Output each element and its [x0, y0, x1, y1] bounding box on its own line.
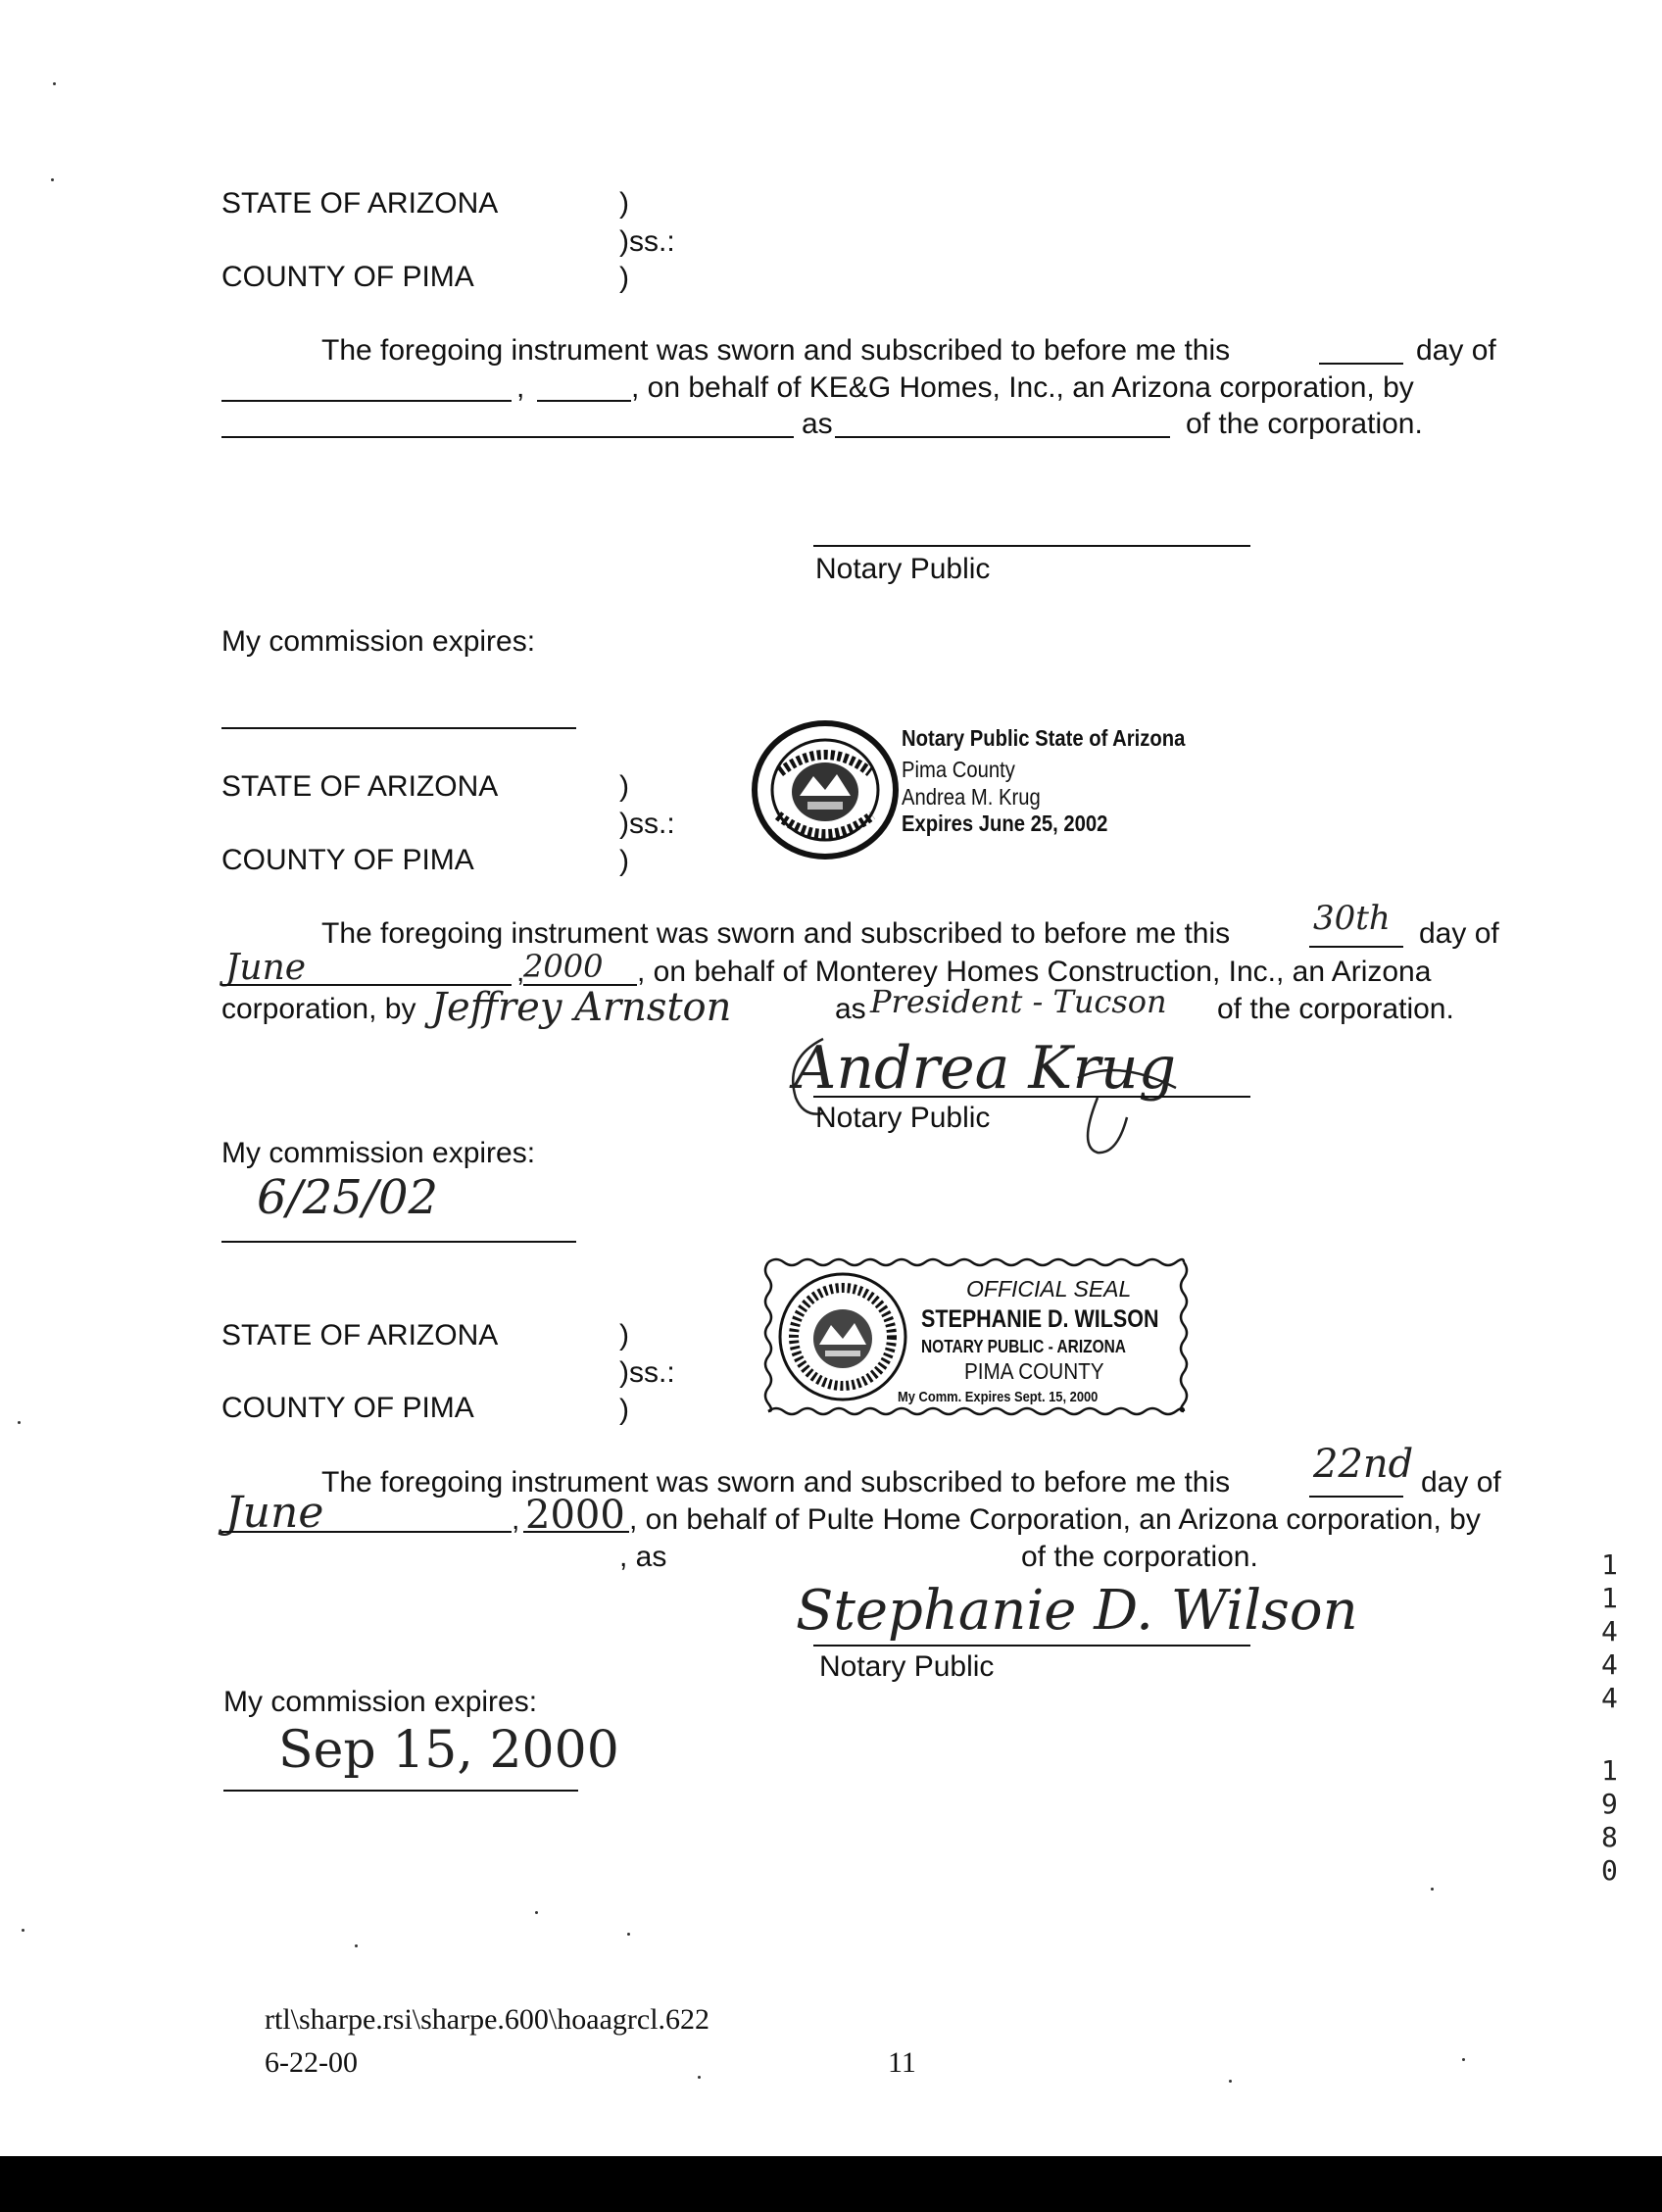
oath-line-1b: , on behalf of KE&G Homes, Inc., an Arizona corporation, by [631, 371, 1414, 404]
scan-speck [22, 1929, 24, 1932]
expires-handwritten-3: Sep 15, 2000 [278, 1721, 619, 1780]
month-handwritten-2: June [225, 948, 307, 988]
notary-line-3 [813, 1645, 1250, 1647]
footer-date: 6-22-00 [265, 2046, 358, 2079]
ss-label-2: )ss.: [619, 808, 675, 840]
side-number-7: 9 [1601, 1788, 1618, 1820]
month-blank-3 [221, 1531, 512, 1533]
notary-public-3: Notary Public [819, 1650, 995, 1683]
seal2-line3: NOTARY PUBLIC - ARIZONA [921, 1337, 1126, 1356]
file-path: rtl\sharpe.rsi\sharpe.600\hoaagrcl.622 [265, 2003, 710, 2036]
year-handwritten-2: 2000 [523, 948, 604, 985]
paren-1b: ) [619, 262, 629, 294]
side-number-4: 4 [1601, 1648, 1618, 1681]
expires-handwritten-2: 6/25/02 [257, 1170, 439, 1225]
commission-blank-1 [221, 727, 576, 729]
year-blank-3 [523, 1531, 629, 1533]
signature-andrea-krug: Andrea Krug [794, 1034, 1176, 1103]
scan-speck [18, 1421, 21, 1424]
oath-line-3a: The foregoing instrument was sworn and subscribed to before me this [321, 1466, 1231, 1499]
name-handwritten-2: Jeffrey Arnston [431, 985, 732, 1030]
title-blank-1 [835, 436, 1170, 438]
oath-line-2a: The foregoing instrument was sworn and subscribed to before me this [321, 917, 1231, 950]
ss-label-3: )ss.: [619, 1356, 675, 1389]
state-label-1: STATE OF ARIZONA [221, 187, 499, 220]
scan-speck [698, 2076, 701, 2079]
notary-public-2: Notary Public [815, 1102, 991, 1134]
scan-speck [1431, 1888, 1434, 1891]
side-number-3: 4 [1601, 1615, 1618, 1647]
signature-stephanie-wilson: Stephanie D. Wilson [796, 1579, 1358, 1643]
side-number-8: 8 [1601, 1821, 1618, 1853]
paren-1a: ) [619, 187, 629, 220]
state-label-3: STATE OF ARIZONA [221, 1319, 499, 1352]
scan-speck [355, 1944, 358, 1947]
day-of-2: day of [1419, 917, 1499, 950]
commission-blank-3 [223, 1790, 578, 1792]
ss-label-1: )ss.: [619, 225, 675, 258]
county-label-2: COUNTY OF PIMA [221, 844, 474, 876]
as-label-3: , as [619, 1541, 667, 1573]
side-number-9: 0 [1601, 1854, 1618, 1887]
seal2-line4: PIMA COUNTY [964, 1358, 1104, 1384]
year-blank-1 [537, 400, 631, 402]
notary-public-1: Notary Public [815, 553, 991, 585]
state-label-2: STATE OF ARIZONA [221, 770, 499, 803]
notary-line-2 [813, 1096, 1250, 1098]
oath-line-3b: , on behalf of Pulte Home Corporation, an Arizona corporation, by [629, 1503, 1481, 1536]
side-number-6: 1 [1601, 1754, 1618, 1787]
commission-label-3: My commission expires: [223, 1686, 538, 1718]
comma-1: , [516, 371, 525, 404]
scan-speck [1462, 2058, 1465, 2061]
month-handwritten-3: June [225, 1488, 324, 1538]
title-handwritten-2: President - Tucson [870, 983, 1167, 1020]
commission-label-1: My commission expires: [221, 625, 536, 658]
scan-speck [51, 178, 54, 181]
scan-speck [627, 1933, 630, 1936]
side-number-2: 1 [1601, 1582, 1618, 1614]
day-blank-3 [1309, 1496, 1403, 1498]
commission-blank-2 [221, 1241, 576, 1243]
day-blank-1 [1319, 363, 1403, 365]
seal1-line1: Notary Public State of Arizona [902, 725, 1186, 751]
scan-speck [1229, 2080, 1232, 2083]
paren-2b: ) [619, 845, 629, 877]
paren-3a: ) [619, 1319, 629, 1352]
seal2-line2: STEPHANIE D. WILSON [921, 1305, 1159, 1333]
side-number-5: 4 [1601, 1682, 1618, 1714]
of-corp-2: of the corporation. [1217, 993, 1454, 1025]
county-label-1: COUNTY OF PIMA [221, 261, 474, 293]
year-handwritten-3: 2000 [525, 1493, 625, 1538]
side-number-1: 1 [1601, 1548, 1618, 1581]
seal2-line1: OFFICIAL SEAL [966, 1276, 1132, 1302]
comma-2: , [516, 956, 525, 988]
by-label-2: corporation, by [221, 993, 416, 1025]
as-label-1: as [802, 408, 833, 440]
notary-line-1 [813, 545, 1250, 547]
scan-speck [535, 1911, 538, 1914]
page-number: 11 [888, 2046, 916, 2079]
oath-line-1a: The foregoing instrument was sworn and subscribed to before me this [321, 334, 1231, 367]
day-handwritten-3: 22nd [1313, 1442, 1414, 1487]
of-corp-3: of the corporation. [1021, 1541, 1258, 1573]
county-label-3: COUNTY OF PIMA [221, 1392, 474, 1424]
of-corp-1: of the corporation. [1186, 408, 1423, 440]
name-blank-1 [221, 436, 794, 438]
commission-label-2: My commission expires: [221, 1137, 536, 1169]
paren-3b: ) [619, 1394, 629, 1426]
seal1-line4: Expires June 25, 2002 [902, 811, 1108, 836]
arizona-seal-icon [749, 717, 905, 862]
day-of-1: day of [1416, 334, 1496, 367]
paren-2a: ) [619, 770, 629, 803]
signature-flourish-icon [784, 1019, 1196, 1156]
as-label-2: as [835, 993, 866, 1025]
day-blank-2 [1309, 946, 1403, 948]
day-handwritten-2: 30th [1313, 899, 1391, 938]
seal1-line3: Andrea M. Krug [902, 784, 1041, 810]
scan-speck [53, 82, 56, 85]
seal2-line5: My Comm. Expires Sept. 15, 2000 [898, 1389, 1099, 1405]
seal1-line2: Pima County [902, 757, 1015, 782]
comma-3: , [512, 1503, 520, 1536]
oath-line-2b: , on behalf of Monterey Homes Construction, Inc., an Arizona [637, 956, 1432, 988]
month-blank-1 [221, 400, 512, 402]
day-of-3: day of [1421, 1466, 1501, 1499]
